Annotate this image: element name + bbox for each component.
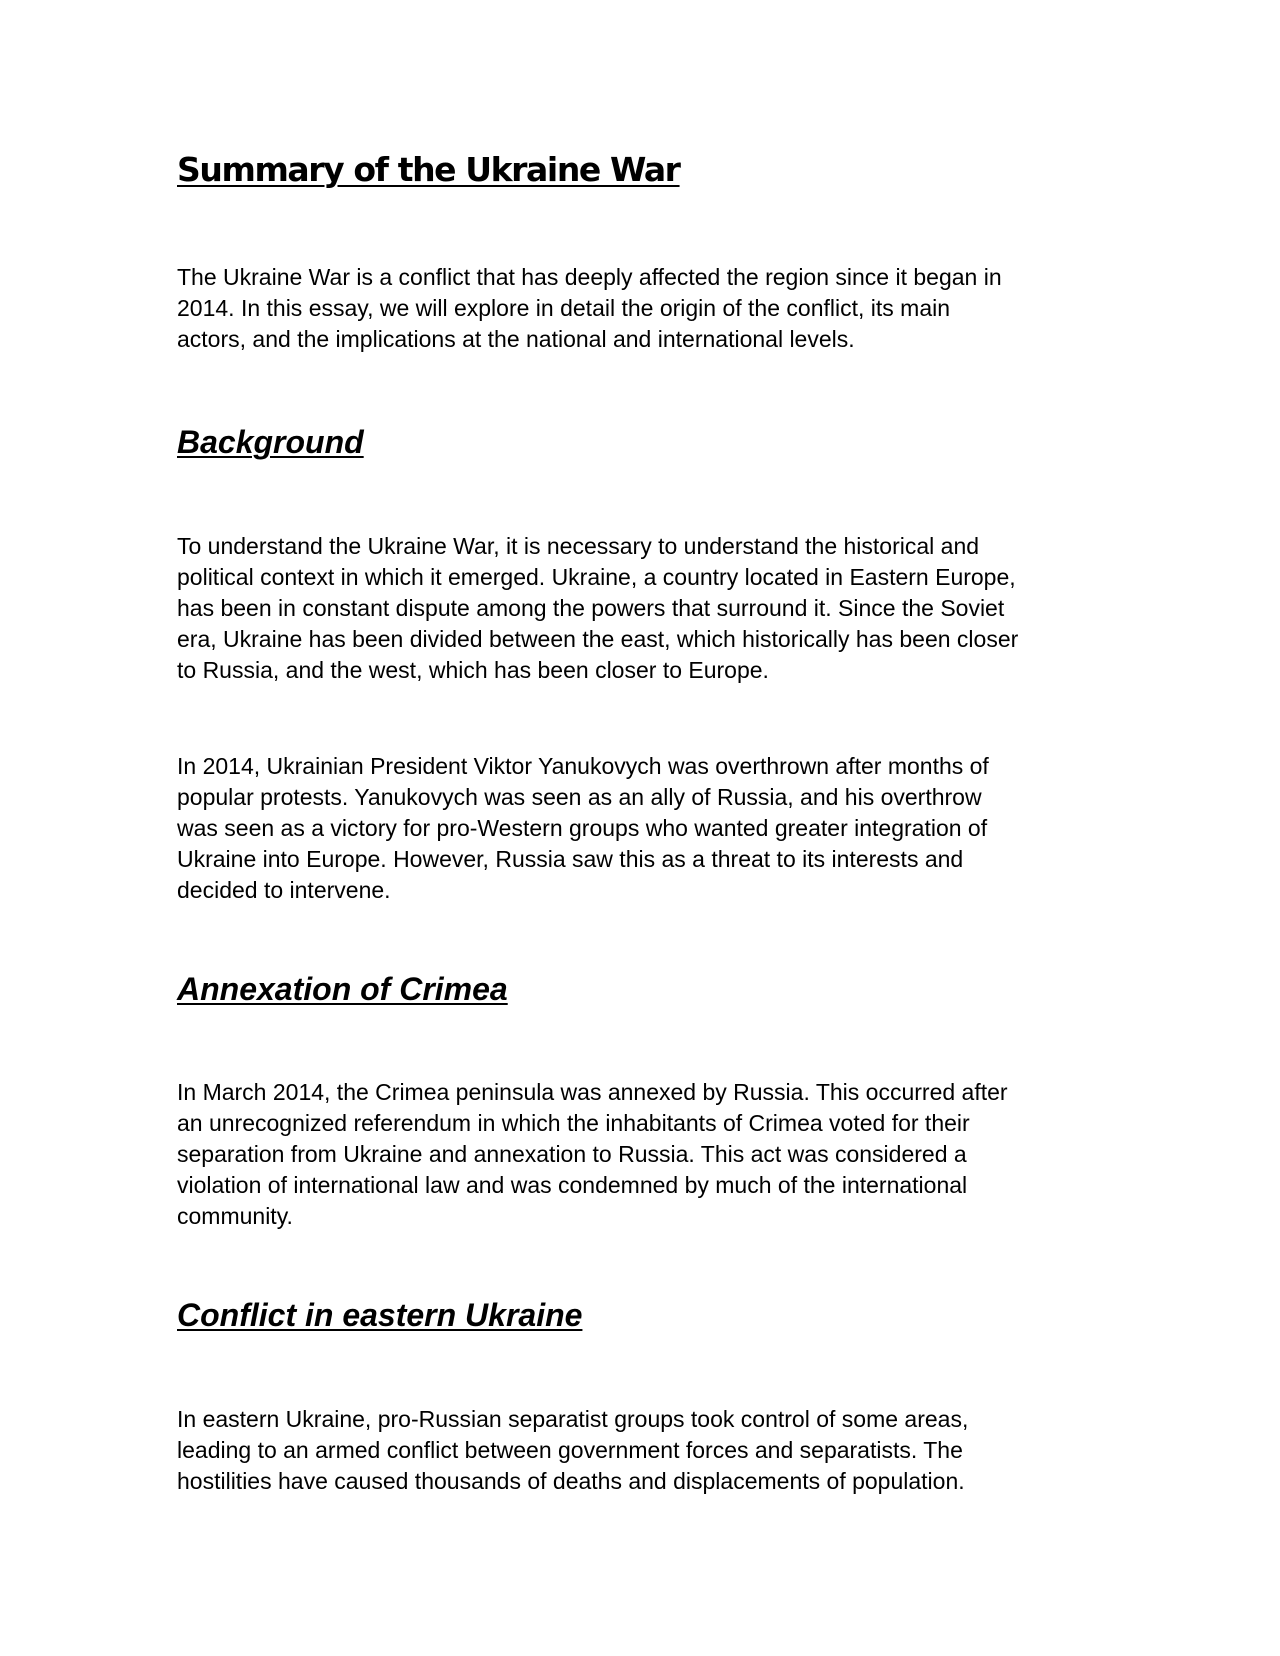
background-paragraph-1: [177, 531, 1137, 686]
text-line: an unrecognized referendum in which the inhabitants of Crimea voted for their: [177, 1110, 970, 1136]
text-line: decided to intervene.: [177, 877, 391, 903]
text-line: In March 2014, the Crimea peninsula was annexed by Russia. This occurred after: [177, 1079, 1008, 1105]
text-line: actors, and the implications at the national and international levels.: [177, 326, 855, 352]
text-line: 2014. In this essay, we will explore in detail the origin of the conflict, its main: [177, 295, 951, 321]
intro-paragraph: [177, 262, 1137, 355]
text-line: has been in constant dispute among the powers that surround it. Since the Soviet: [177, 595, 1005, 621]
crimea-paragraph: [177, 1077, 1137, 1232]
text-line: In eastern Ukraine, pro-Russian separatist groups took control of some areas,: [177, 1406, 969, 1432]
background-paragraph-2: [177, 751, 1137, 906]
section-heading-annexation-of-crimea: Annexation of Crimea: [177, 971, 508, 1007]
text-line: leading to an armed conflict between government forces and separatists. The: [177, 1437, 963, 1463]
eastern-ukraine-paragraph: [177, 1404, 1137, 1497]
text-line: to Russia, and the west, which has been closer to Europe.: [177, 657, 769, 683]
text-line: In 2014, Ukrainian President Viktor Yanukovych was overthrown after months of: [177, 753, 989, 779]
text-line: popular protests. Yanukovych was seen as an ally of Russia, and his overthrow: [177, 784, 982, 810]
text-line: was seen as a victory for pro-Western groups who wanted greater integration of: [177, 815, 988, 841]
text-line: community.: [177, 1203, 293, 1229]
text-line: political context in which it emerged. Ukraine, a country located in Eastern Europe,: [177, 564, 1016, 590]
text-line: The Ukraine War is a conflict that has deeply affected the region since it began in: [177, 264, 1002, 290]
text-line: era, Ukraine has been divided between the east, which historically has been closer: [177, 626, 1019, 652]
text-line: separation from Ukraine and annexation to Russia. This act was considered a: [177, 1141, 967, 1167]
text-line: hostilities have caused thousands of deaths and displacements of population.: [177, 1468, 965, 1494]
text-line: Ukraine into Europe. However, Russia saw this as a threat to its interests and: [177, 846, 964, 872]
page-title: Summary of the Ukraine War: [177, 150, 680, 189]
text-line: To understand the Ukraine War, it is necessary to understand the historical and: [177, 533, 980, 559]
section-heading-conflict-in-eastern-ukraine: Conflict in eastern Ukraine: [177, 1297, 583, 1333]
section-heading-background: Background: [177, 424, 364, 460]
text-line: violation of international law and was condemned by much of the international: [177, 1172, 968, 1198]
